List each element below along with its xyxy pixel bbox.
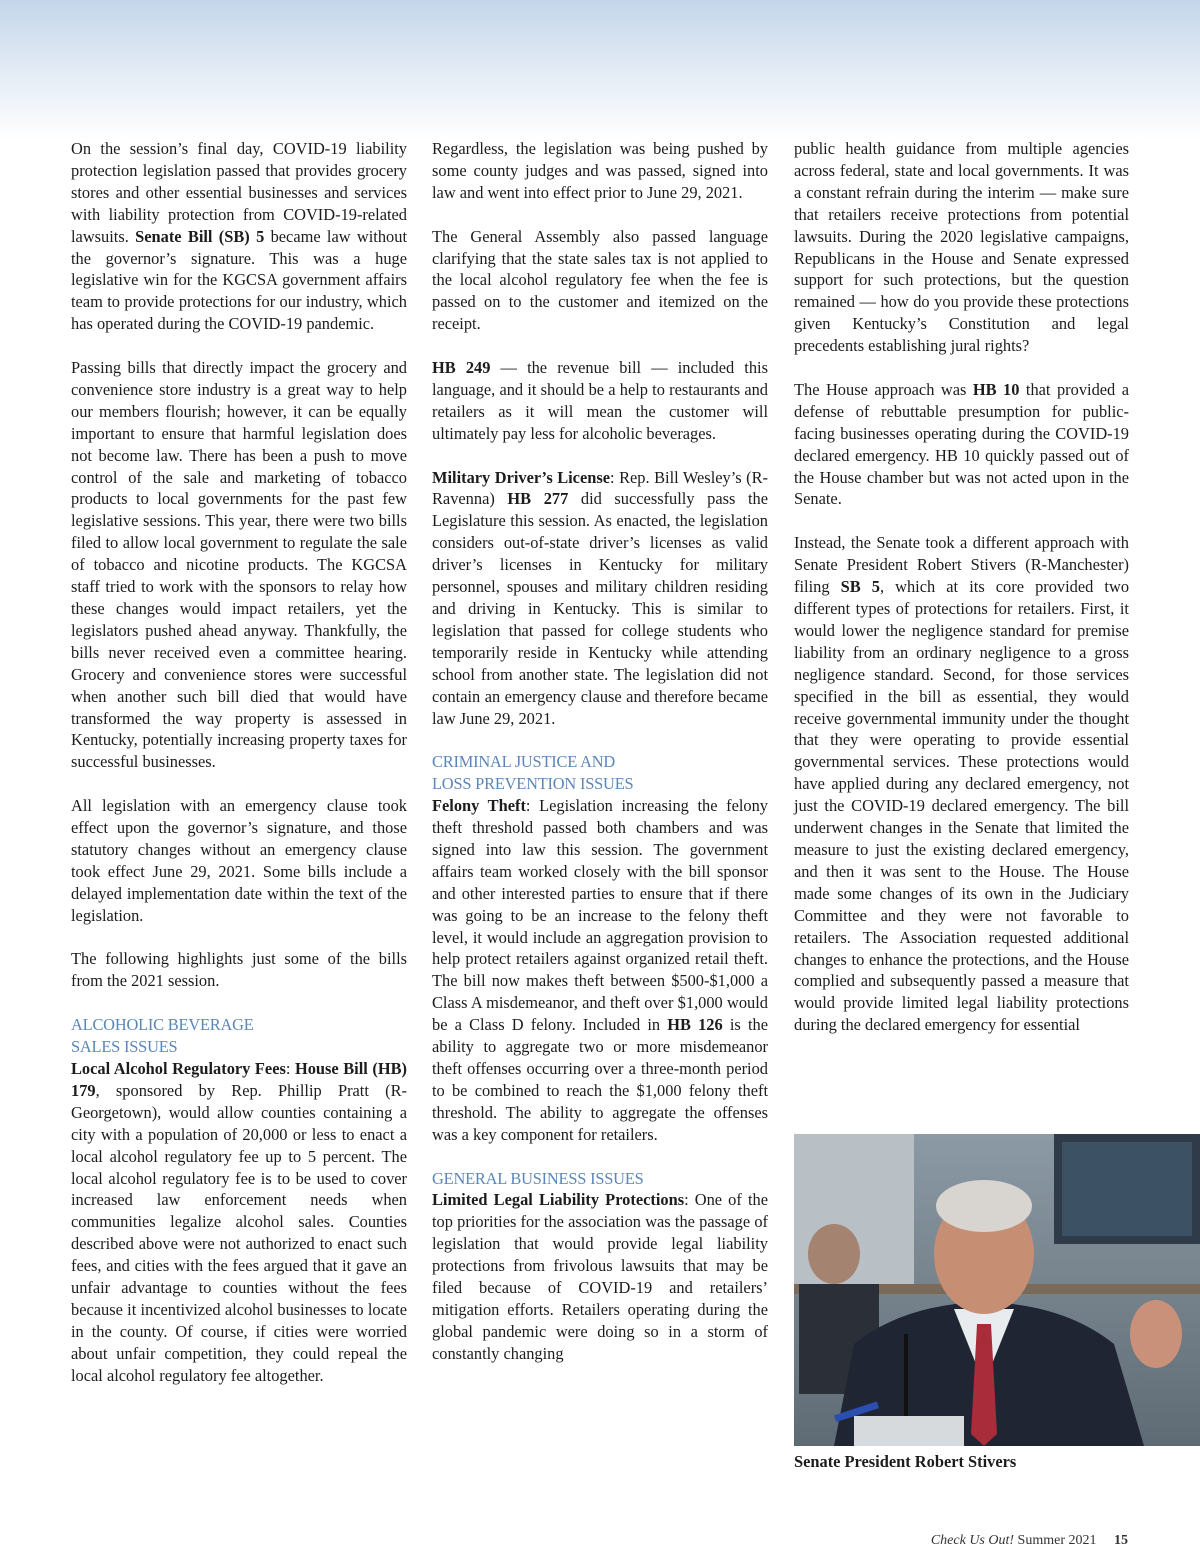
- bill-reference: HB 277: [507, 489, 569, 509]
- article-column-3: [794, 138, 1129, 1036]
- paragraph: HB 249 — the revenue bill — included this language, and it should be a help to restaurants and retailers as it will mean the customer will ultimately pay less for alcoholic beverages.: [432, 358, 768, 443]
- bill-reference: HB 126: [667, 1015, 723, 1035]
- paragraph: Military Driver’s License: Rep. Bill Wesley’s (R-Ravenna) HB 277 did successfully pass the Legislature this session. As enacted, the legislation considers out-of-state driver’s licenses as valid driver’s licenses in Kentucky for military personnel, spouses and military children residing and driving in Kentucky. This is similar to legislation that passed for college students who temporarily reside in Kentucky while attending school from another state. The legislation did not contain an emergency clause and therefore became law June 29, 2021.: [432, 467, 768, 728]
- paragraph: The General Assembly also passed language clarifying that the state sales tax is not applied to the local alcohol regulatory fee when the fee is passed on to the customer and itemized on the receipt.: [432, 226, 768, 334]
- paragraph: All legislation with an emergency clause took effect upon the governor’s signature, and those statutory changes without an emergency clause took effect June 29, 2021. Some bills include a delayed implementation date within the text of the legislation.: [71, 796, 407, 925]
- senator-photo: [794, 1134, 1200, 1446]
- publication-name: Check Us Out!: [930, 1533, 1015, 1548]
- paragraph: Local Alcohol Regulatory Fees: House Bill (HB) 179, sponsored by Rep. Phillip Pratt (R-Georgetown), would allow counties containing a city with a population of 20,000 or less to enact a local alcohol regulatory fee up to 5 percent. The local alcohol regulatory fee is to be used to cover increased law enforcement needs when communities legalize alcohol sales. Counties described above were not authorized to enact such fees, and cities with the fees argued that it gave an unfair advantage to counties without the fees because it incentivized alcohol businesses to locate in the county. Of course, if cities were worried about unfair competition, they could repeal the local alcohol regulatory fee altogether.: [71, 1059, 407, 1385]
- paragraph: The following highlights just some of the bills from the 2021 session.: [71, 949, 407, 991]
- paragraph: Instead, the Senate took a different approach with Senate President Robert Stivers (R-Manchester) filing SB 5, which at its core provided two different types of protections for retailers. First, it would lower the negligence standard for premise liability from an ordinary negligence to a gross negligence standard. Second, for those services specified in the bill as essential, they would receive governmental immunity under the thought that they were operating to provide essential governmental services. These protections would have applied during any declared emergency, not just the COVID-19 declared emergency. The bill underwent changes in the Senate that limited the measure to just the existing declared emergency, and then it was sent to the House. The House made some changes of its own in the Judiciary Committee and they were not favorable to retailers. The Association requested additional changes to enhance the protections, and the House complied and subsequently passed a measure that would provide limited legal liability protections during the declared emergency for essential: [794, 533, 1130, 1035]
- photo-caption: Senate President Robert Stivers: [794, 1452, 1017, 1471]
- paragraph: public health guidance from multiple agencies across federal, state and local governments. It was a constant refrain during the interim — make sure that retailers receive protections from potential lawsuits. During the 2020 legislative campaigns, Republicans in the House and Senate expressed support for such protections, but the question remained — how do you provide these protections given Kentucky’s Constitution and legal precedents establishing jural rights?: [794, 139, 1129, 356]
- header-band: [0, 0, 1200, 140]
- paragraph: Felony Theft: Legislation increasing the felony theft threshold passed both chambers and was signed into law this session. The government affairs team worked closely with the bill sponsor and other interested parties to ensure that if there was going to be an increase to the felony theft level, it would include an aggregation provision to help protect retailers against organized retail theft. The bill now makes theft between $500-$1,000 a Class A misdemeanor, and theft over $1,000 would be a Class D felony. Included in HB 126 is the ability to aggregate two or more misdemeanor theft offenses occurring over a three-month period to be combined to reach the $1,000 felony theft threshold. The ability to aggregate the offenses was a key component for retailers.: [432, 796, 768, 1144]
- bill-reference: SB 5: [840, 577, 880, 597]
- paragraph: On the session’s final day, COVID-19 liability protection legislation passed that provides grocery stores and other essential businesses and services with liability protection from COVID-19-related lawsuits. Senate Bill (SB) 5 became law without the governor’s signature. This was a huge legislative win for the KGCSA government affairs team to provide protections for our industry, which has operated during the COVID-19 pandemic.: [71, 139, 407, 334]
- section-heading: ALCOHOLIC BEVERAGE SALES ISSUES: [71, 1015, 254, 1057]
- paragraph: Passing bills that directly impact the grocery and convenience store industry is a great way to help our members flourish; however, it can be equally important to ensure that harmful legislation does not become law. There has been a push to move control of the sale and marketing of tobacco products to local governments for the past few legislative sessions. This year, there were two bills filed to allow local government to regulate the sale of tobacco and nicotine products. The KGCSA staff tried to work with the sponsors to relay how these changes would impact retailers, yet the legislators pushed ahead anyway. Thankfully, the bills never received even a committee hearing. Grocery and convenience stores were successful when another such bill died that would have transformed the way property is assessed in Kentucky, potentially increasing property taxes for successful businesses.: [71, 358, 407, 772]
- bill-reference: House Bill (HB) 179: [71, 1059, 407, 1100]
- bill-reference: Senate Bill (SB) 5: [135, 226, 265, 246]
- page-number: 15: [1114, 1533, 1128, 1548]
- section-heading: CRIMINAL JUSTICE AND LOSS PREVENTION ISSUES: [432, 752, 634, 794]
- subheading: Felony Theft: [432, 796, 526, 816]
- article-column-1: [71, 138, 407, 1387]
- paragraph: The House approach was HB 10 that provided a defense of rebuttable presumption for public-facing businesses operating during the COVID-19 declared emergency. HB 10 quickly passed out of the House chamber but was not acted upon in the Senate.: [794, 379, 1129, 509]
- photo-illustration: [794, 1134, 1200, 1446]
- article-column-2: [432, 138, 768, 1365]
- subheading: Local Alcohol Regulatory Fees: [71, 1059, 286, 1078]
- page-footer: [931, 1533, 1128, 1549]
- paragraph: Limited Legal Liability Protections: One of the top priorities for the association was the passage of legislation that would provide legal liability protections from frivolous lawsuits that may be filed because of COVID-19 and retailers’ mitigation efforts. Retailers operating during the global pandemic were doing so in a storm of constantly changing: [432, 1190, 768, 1363]
- section-heading: GENERAL BUSINESS ISSUES: [432, 1168, 644, 1188]
- issue-date: Summer 2021: [1017, 1533, 1097, 1548]
- paragraph: Regardless, the legislation was being pushed by some county judges and was passed, signed into law and went into effect prior to June 29, 2021.: [432, 139, 768, 202]
- bill-reference: HB 10: [972, 379, 1020, 399]
- bill-reference: HB 249: [432, 358, 491, 378]
- subheading: Limited Legal Liability Protections: [432, 1190, 685, 1210]
- subheading: Military Driver’s License: [432, 467, 611, 487]
